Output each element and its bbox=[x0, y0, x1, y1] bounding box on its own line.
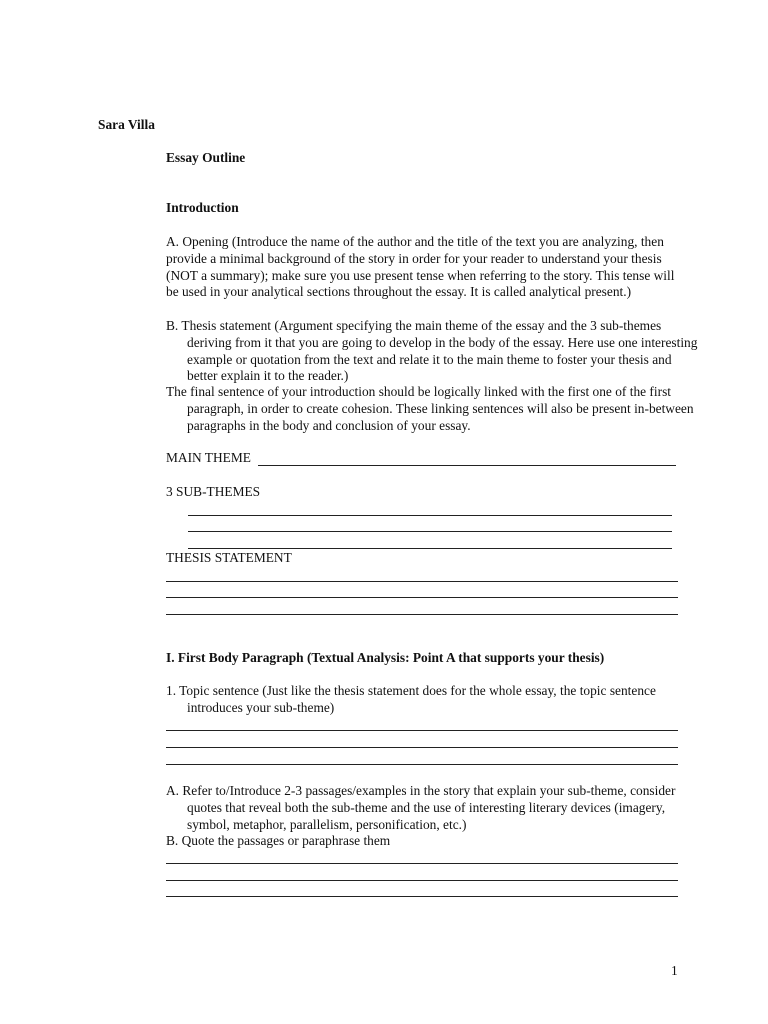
quote-blank-line bbox=[166, 863, 678, 864]
topic-sentence-text: 1. Topic sentence (Just like the thesis statement does for the whole essay, the topic sentence introduces your sub-theme) bbox=[166, 683, 656, 715]
first-body-paragraph-heading: I. First Body Paragraph (Textual Analysis: Point A that supports your thesis) bbox=[166, 650, 605, 665]
introduction-heading: Introduction bbox=[166, 200, 239, 215]
main-theme-blank-line bbox=[258, 465, 676, 466]
main-theme-label: MAIN THEME bbox=[166, 450, 251, 465]
passages-text: A. Refer to/Introduce 2-3 passages/examples in the story that explain your sub-theme, consider quotes that reveal both the sub-theme and the use of interesting literary devices (imagery, symbol, metaphor, parallelism, personification, etc.) bbox=[166, 783, 676, 832]
thesis-blank-line bbox=[166, 614, 678, 615]
quote-blank-line bbox=[166, 880, 678, 881]
page-number: 1 bbox=[671, 963, 678, 978]
topic-blank-line bbox=[166, 764, 678, 765]
thesis-blank-line bbox=[166, 597, 678, 598]
sub-theme-blank-line bbox=[188, 515, 672, 516]
topic-blank-line bbox=[166, 730, 678, 731]
intro-thesis-text: B. Thesis statement (Argument specifying the main theme of the essay and the 3 sub-themes deriving from it that you are going to develop in the body of the essay. Here use one interesting example or quotation from the text and relate it to the main theme to foster your thesis and better explain it to the reader.) bbox=[166, 318, 698, 384]
topic-blank-line bbox=[166, 747, 678, 748]
thesis-blank-line bbox=[166, 581, 678, 582]
intro-final-sentence-text: The final sentence of your introduction should be logically linked with the first one of the first paragraph, in order to create cohesion. These linking sentences will also be present in-between paragraphs in the body and conclusion of your essay. bbox=[166, 384, 694, 433]
author-name: Sara Villa bbox=[98, 117, 155, 132]
quote-passages-text: B. Quote the passages or paraphrase them bbox=[166, 833, 391, 848]
thesis-statement-label: THESIS STATEMENT bbox=[166, 550, 292, 565]
sub-theme-blank-line bbox=[188, 548, 672, 549]
intro-opening-text: A. Opening (Introduce the name of the author and the title of the text you are analyzing, then provide a minimal background of the story in order for your reader to understand your thesis (NOT a summary); make sure you use present tense when referring to the story. This tense will be used in your analytical sections throughout the essay. It is called analytical present.) bbox=[166, 234, 675, 300]
sub-theme-blank-line bbox=[188, 531, 672, 532]
document-title: Essay Outline bbox=[166, 150, 246, 165]
quote-blank-line bbox=[166, 896, 678, 897]
sub-themes-label: 3 SUB-THEMES bbox=[166, 484, 261, 499]
